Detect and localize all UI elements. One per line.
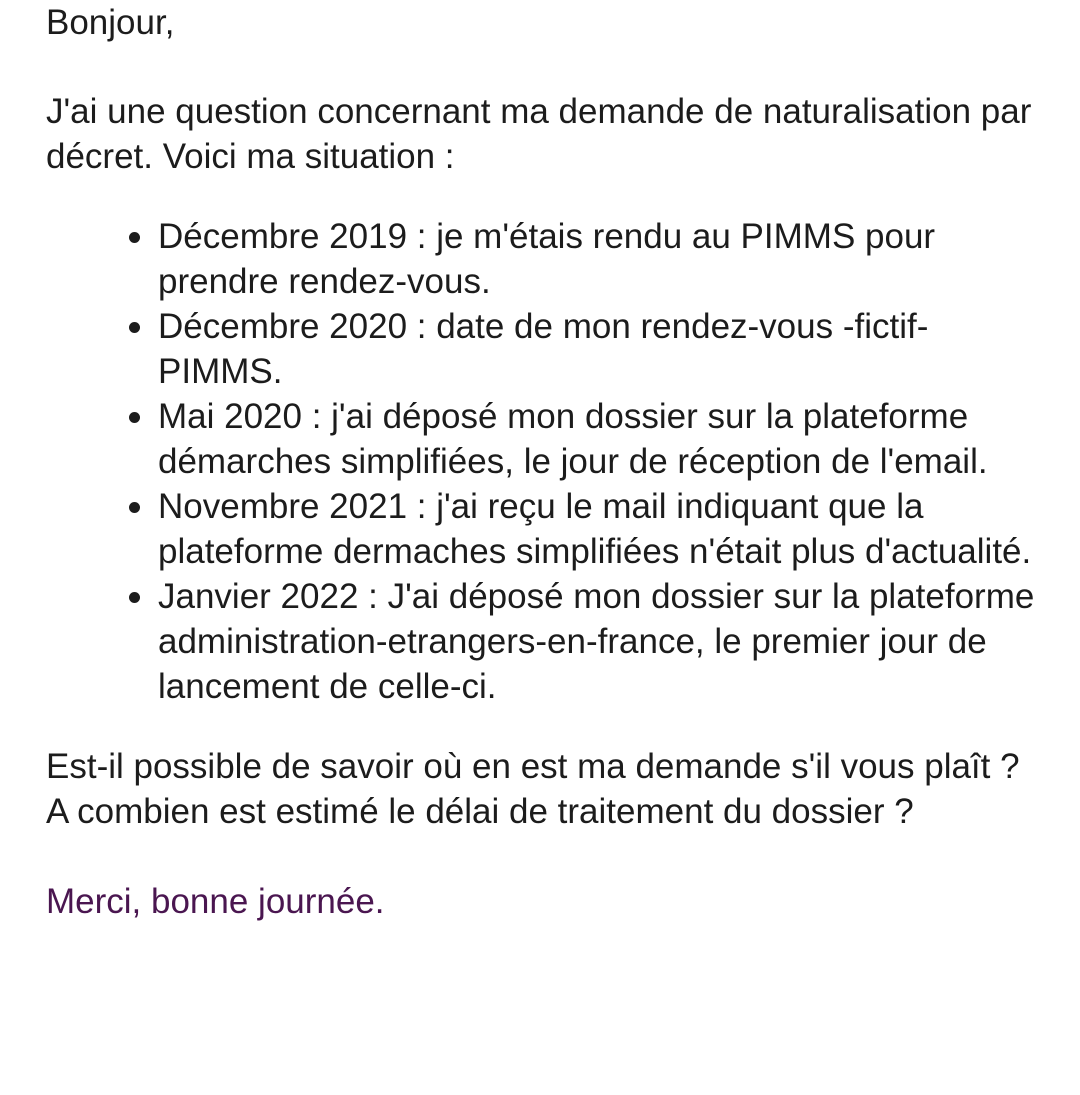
timeline-list bbox=[46, 214, 1046, 709]
bullet-icon bbox=[129, 232, 140, 243]
signoff-text: Merci, bonne journée. bbox=[46, 882, 385, 921]
list-item bbox=[46, 394, 1046, 484]
list-item-text: Décembre 2019 : je m'étais rendu au PIMMS pour prendre rendez-vous. bbox=[158, 217, 936, 301]
list-item-text: Décembre 2020 : date de mon rendez-vous -fictif- PIMMS. bbox=[158, 307, 929, 391]
list-item bbox=[46, 214, 1046, 304]
message-body bbox=[46, 0, 1046, 924]
bullet-icon bbox=[129, 322, 140, 333]
bullet-icon bbox=[129, 502, 140, 513]
bullet-icon bbox=[129, 592, 140, 603]
question-paragraph: Est-il possible de savoir où en est ma demande s'il vous plaît ? A combien est estimé le délai de traitement du dossier ? bbox=[46, 747, 1020, 831]
list-item bbox=[46, 574, 1046, 709]
greeting-text: Bonjour, bbox=[46, 3, 175, 42]
list-item-text: Mai 2020 : j'ai déposé mon dossier sur la plateforme démarches simplifiées, le jour de réception de l'email. bbox=[158, 397, 988, 481]
list-item-text: Janvier 2022 : J'ai déposé mon dossier sur la plateforme administration-etrangers-en-france, le premier jour de lancement de celle-ci. bbox=[158, 577, 1035, 706]
list-item bbox=[46, 484, 1046, 574]
list-item-text: Novembre 2021 : j'ai reçu le mail indiquant que la plateforme dermaches simplifiées n'était plus d'actualité. bbox=[158, 487, 1032, 571]
intro-paragraph: J'ai une question concernant ma demande de naturalisation par décret. Voici ma situation : bbox=[46, 92, 1032, 176]
list-item bbox=[46, 304, 1046, 394]
bullet-icon bbox=[129, 412, 140, 423]
